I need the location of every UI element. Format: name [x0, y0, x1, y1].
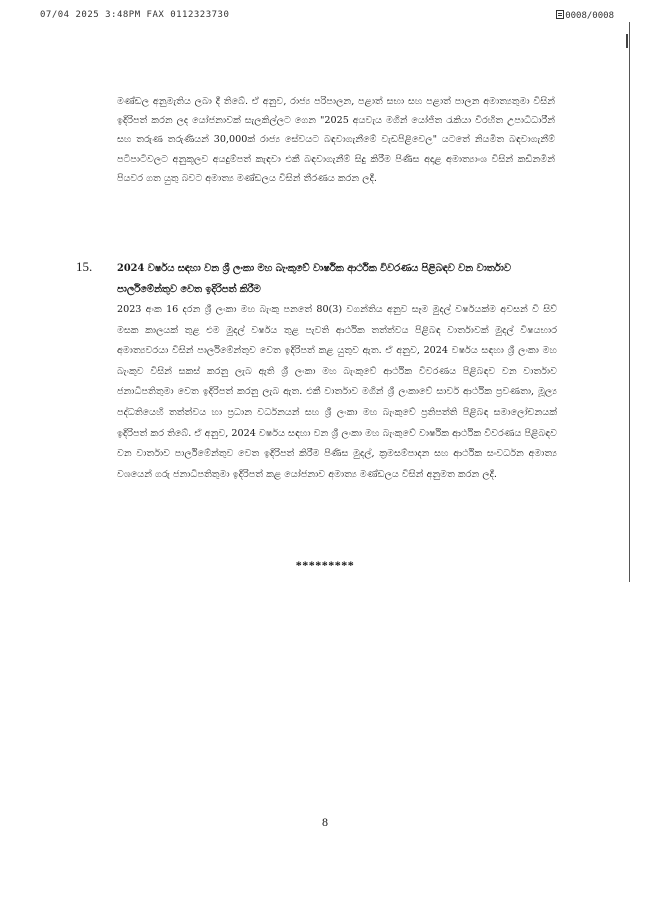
scan-edge-line: [629, 22, 630, 582]
item-title: 2024 වර්ෂය සඳහා වන ශ්‍රී ලංකා මහ බැංකුවේ වාර්ෂික ආර්ථික විවරණය පිළිබඳව වන වාර්තාව පාර්ලිමේන්තුව වෙත ඉදිරිපත් කිරීම: [117, 263, 511, 295]
item-body-paragraph: 2023 අංක 16 දරන ශ්‍රී ලංකා මහ බැංකු පනතේ 80(3) වගන්තිය අනුව සෑම මුදල් වර්ෂයක්ම අවසන් වී සිව් මසක කාලයක් තුළ එම මුදල් වර්ෂය තුළ පැවති ආර්ථික තත්ත්වය පිළිබඳ වාර්තාවක් මුදල් විෂයභාර අමාත්‍යවරයා විසින් පාර්ලිමේන්තුව වෙත ඉදිරිපත් කළ යුතුව ඇත. ඒ අනුව, 2024 වර්ෂය සඳහා ශ්‍රී ලංකා මහ බැංකුව විසින් සකස් කරනු ලැබ ඇති ශ්‍රී ලංකා මහ බැංකුවේ ආර්ථික විවරණය පිළිබඳව වන වාර්තාව ජනාධිපතිතුමා වෙත ඉදිරිපත් කරනු ලැබ ඇත. එකී වාර්තාව මගින් ශ්‍රී ලංකාවේ සාර්ව ආර්ථික ප්‍රවණතා, මූල්‍ය පද්ධතියෙහි තත්ත්වය හා ප්‍රධාන වර්ධනයන් සහ ශ්‍රී ලංකා මහ බැංකුවේ ප්‍රතිපත්ති පිළිබඳ සමාලෝචනයක් ඉදිරිපත් කර තිබේ. ඒ අනුව, 2024 වර්ෂය සඳහා වන ශ්‍රී ලංකා මහ බැංකුවේ වාර්ෂික ආර්ථික විවරණය පිළිබඳව වන වාර්තාව පාර්ලිමේන්තුව වෙත ඉදිරිපත් කිරීම පිණිස මුදල්, ක්‍රමසම්පාදන සහ ආර්ථික සංවර්ධන අමාත්‍ය වශයෙන් ගරු ජනාධිපතිතුමා ඉදිරිපත් කළ යෝජනාව අමාත්‍ය මණ්ඩලය විසින් අනුමත කරන ලදී.: [117, 304, 557, 480]
section-separator: *********: [295, 558, 355, 572]
fax-header-left: 07/04 2025 3:48PM FAX 0112323730: [40, 10, 230, 20]
fax-page-count: 0008/0008: [565, 11, 614, 21]
fax-page-icon: [556, 10, 564, 19]
page-number: 8: [322, 815, 328, 829]
paragraph-continued: මණ්ඩල අනුමැතිය ලබා දී තිබේ. ඒ අනුව, රාජ්‍ය පරිපාලන, පළාත් සභා සහ පළාත් පාලන අමාත්‍යතුමා විසින් ඉදිරිපත් කරන ලද යෝජනාවක් සැලකිල්ලට ගෙන "2025 අයවැය මගින් යෝජිත රැකියා විරහිත උපාධිධාරීන් සහ තරුණ තරුණියන් 30,000ක් රාජ්‍ය සේවයට බඳවාගැනීමේ වැඩපිළිවෙල" යටතේ නියමිත බඳවාගැනීම් පටිපාටිවලට අනුකූලව අයදුම්පත් කැඳවා එකී බඳවාගැනීම් සිදු කිරීම පිණිස අදාළ අමාත්‍යාංශ විසින් කඩිනමින් පියවර ගත යුතු බවට අමාත්‍ය මණ්ඩලය විසින් තීරණය කරන ලදී.: [117, 96, 555, 184]
fax-header-right: [556, 10, 614, 21]
fax-header: [0, 10, 650, 24]
scan-edge-mark: [626, 34, 628, 48]
item-number: 15.: [76, 259, 93, 274]
